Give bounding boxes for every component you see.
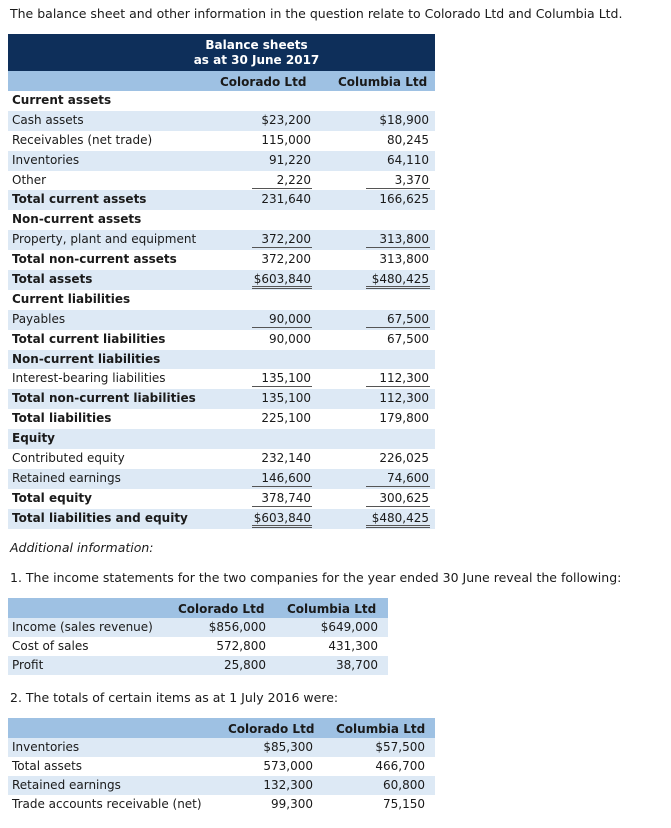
row-label: Inventories xyxy=(12,740,80,754)
row-label: Payables xyxy=(12,311,66,326)
columbia-value: 38,700 xyxy=(336,658,378,672)
table-row xyxy=(8,210,435,230)
row-label: Other xyxy=(12,172,47,187)
subtotal-rule xyxy=(366,327,430,328)
row-label: Trade accounts receivable (net) xyxy=(12,797,202,811)
balance-sheet-date: as at 30 June 2017 xyxy=(193,53,320,67)
colorado-value: 232,140 xyxy=(261,451,311,466)
columbia-value: 67,500 xyxy=(387,311,429,326)
table-row xyxy=(8,250,435,270)
subtotal-rule xyxy=(252,247,312,248)
row-label: Equity xyxy=(12,431,56,446)
table-row xyxy=(8,91,435,111)
columbia-value: 64,110 xyxy=(387,152,429,167)
table-row xyxy=(8,409,435,429)
columbia-value: $18,900 xyxy=(379,112,429,127)
columbia-value: 313,800 xyxy=(379,232,429,247)
colorado-value: 91,220 xyxy=(269,152,311,167)
columbia-value: $57,500 xyxy=(375,740,425,754)
intro-text: The balance sheet and other information in the question relate to Colorado Ltd and Columbia Ltd. xyxy=(10,6,623,21)
row-label: Income (sales revenue) xyxy=(12,620,153,634)
totals-table xyxy=(8,718,435,814)
row-label: Total liabilities and equity xyxy=(12,510,188,525)
table-row xyxy=(8,350,435,370)
table-row xyxy=(8,738,435,757)
totals-header-colorado: Colorado Ltd xyxy=(228,722,315,736)
column-header-columbia: Columbia Ltd xyxy=(338,75,428,89)
table-row xyxy=(8,469,435,489)
balance-sheet-title: Balance sheets xyxy=(205,38,308,52)
subtotal-rule xyxy=(252,486,312,487)
columbia-value: 431,300 xyxy=(328,639,378,653)
row-label: Total current assets xyxy=(12,192,147,207)
income-body xyxy=(8,618,388,675)
table-row xyxy=(8,369,435,389)
subtotal-rule xyxy=(366,506,430,507)
row-label: Total non-current assets xyxy=(12,252,177,267)
total-double-rule xyxy=(252,286,312,289)
row-label: Retained earnings xyxy=(12,778,121,792)
columbia-value: $480,425 xyxy=(371,510,429,525)
row-label: Non-current liabilities xyxy=(12,351,161,366)
table-row xyxy=(8,270,435,290)
colorado-value: 2,220 xyxy=(276,172,311,187)
row-label: Retained earnings xyxy=(12,470,121,485)
row-label: Total current liabilities xyxy=(12,331,166,346)
columbia-value: 60,800 xyxy=(383,778,425,792)
subtotal-rule xyxy=(252,327,312,328)
table-row xyxy=(8,230,435,250)
columbia-value: $480,425 xyxy=(371,272,429,287)
colorado-value: $23,200 xyxy=(261,112,311,127)
columbia-value: 74,600 xyxy=(387,470,429,485)
row-label: Cash assets xyxy=(12,112,84,127)
table-row xyxy=(8,489,435,509)
colorado-value: 572,800 xyxy=(216,639,266,653)
row-label: Inventories xyxy=(12,152,80,167)
colorado-value: 372,200 xyxy=(261,252,311,267)
table-row xyxy=(8,171,435,191)
columbia-value: 112,300 xyxy=(379,371,429,386)
table-row xyxy=(8,509,435,529)
row-label: Total assets xyxy=(12,272,93,287)
income-table xyxy=(8,598,388,675)
colorado-value: 132,300 xyxy=(263,778,313,792)
totals-header-columbia: Columbia Ltd xyxy=(336,722,426,736)
colorado-value: 146,600 xyxy=(261,470,311,485)
balance-sheet-table xyxy=(8,34,435,529)
columbia-value: 3,370 xyxy=(394,172,429,187)
subtotal-rule xyxy=(366,486,430,487)
colorado-value: 135,100 xyxy=(261,371,311,386)
table-row xyxy=(8,618,388,637)
row-label: Current liabilities xyxy=(12,291,131,306)
columbia-value: 300,625 xyxy=(379,490,429,505)
total-double-rule xyxy=(252,525,312,528)
table-row xyxy=(8,111,435,131)
colorado-value: 90,000 xyxy=(269,311,311,326)
subtotal-rule xyxy=(366,188,430,189)
columbia-value: 67,500 xyxy=(387,331,429,346)
colorado-value: $856,000 xyxy=(208,620,266,634)
totals-column-headers xyxy=(8,718,435,738)
row-label: Non-current assets xyxy=(12,212,142,227)
income-header-colorado: Colorado Ltd xyxy=(178,602,265,616)
columbia-value: 80,245 xyxy=(387,132,429,147)
row-label: Total liabilities xyxy=(12,411,112,426)
colorado-value: 231,640 xyxy=(261,192,311,207)
colorado-value: $85,300 xyxy=(263,740,313,754)
totals-body xyxy=(8,738,435,814)
income-header-columbia: Columbia Ltd xyxy=(287,602,377,616)
table-row xyxy=(8,449,435,469)
row-label: Receivables (net trade) xyxy=(12,132,153,147)
columbia-value: 466,700 xyxy=(375,759,425,773)
columbia-value: 75,150 xyxy=(383,797,425,811)
columbia-value: 226,025 xyxy=(379,451,429,466)
balance-sheet-header xyxy=(8,34,435,71)
row-label: Property, plant and equipment xyxy=(12,232,197,247)
subtotal-rule xyxy=(252,188,312,189)
colorado-value: 90,000 xyxy=(269,331,311,346)
colorado-value: 372,200 xyxy=(261,232,311,247)
row-label: Current assets xyxy=(12,93,112,107)
columbia-value: 112,300 xyxy=(379,391,429,406)
row-label: Contributed equity xyxy=(12,451,125,466)
balance-sheet-column-headers xyxy=(8,71,435,91)
row-label: Total equity xyxy=(12,490,92,505)
row-label: Total assets xyxy=(12,759,83,773)
column-header-colorado: Colorado Ltd xyxy=(220,75,307,89)
columbia-value: 166,625 xyxy=(379,192,429,207)
colorado-value: 99,300 xyxy=(271,797,313,811)
row-label: Total non-current liabilities xyxy=(12,391,196,406)
table-row xyxy=(8,131,435,151)
note-2: 2. The totals of certain items as at 1 July 2016 were: xyxy=(10,690,339,705)
row-label: Interest-bearing liabilities xyxy=(12,371,166,386)
total-double-rule xyxy=(366,525,430,528)
colorado-value: $603,840 xyxy=(253,272,311,287)
table-row xyxy=(8,429,435,449)
table-row xyxy=(8,637,388,656)
table-row xyxy=(8,776,435,795)
total-double-rule xyxy=(366,286,430,289)
colorado-value: 573,000 xyxy=(263,759,313,773)
table-row xyxy=(8,151,435,171)
subtotal-rule xyxy=(366,247,430,248)
subtotal-rule xyxy=(252,386,312,387)
columbia-value: $649,000 xyxy=(320,620,378,634)
row-label: Cost of sales xyxy=(12,639,89,653)
colorado-value: 378,740 xyxy=(261,490,311,505)
income-column-headers xyxy=(8,598,388,618)
table-row xyxy=(8,795,435,814)
subtotal-rule xyxy=(366,386,430,387)
subtotal-rule xyxy=(252,506,312,507)
table-row xyxy=(8,389,435,409)
columbia-value: 313,800 xyxy=(379,252,429,267)
additional-info-heading: Additional information: xyxy=(10,540,154,555)
note-1: 1. The income statements for the two companies for the year ended 30 June reveal the following: xyxy=(10,570,622,585)
colorado-value: $603,840 xyxy=(253,510,311,525)
table-row xyxy=(8,290,435,310)
colorado-value: 225,100 xyxy=(261,411,311,426)
table-row xyxy=(8,656,388,675)
table-row xyxy=(8,330,435,350)
table-row xyxy=(8,190,435,210)
row-label: Profit xyxy=(12,658,44,672)
balance-sheet-body xyxy=(8,91,435,529)
colorado-value: 25,800 xyxy=(224,658,266,672)
colorado-value: 115,000 xyxy=(261,132,311,147)
columbia-value: 179,800 xyxy=(379,411,429,426)
table-row xyxy=(8,757,435,776)
table-row xyxy=(8,310,435,330)
colorado-value: 135,100 xyxy=(261,391,311,406)
